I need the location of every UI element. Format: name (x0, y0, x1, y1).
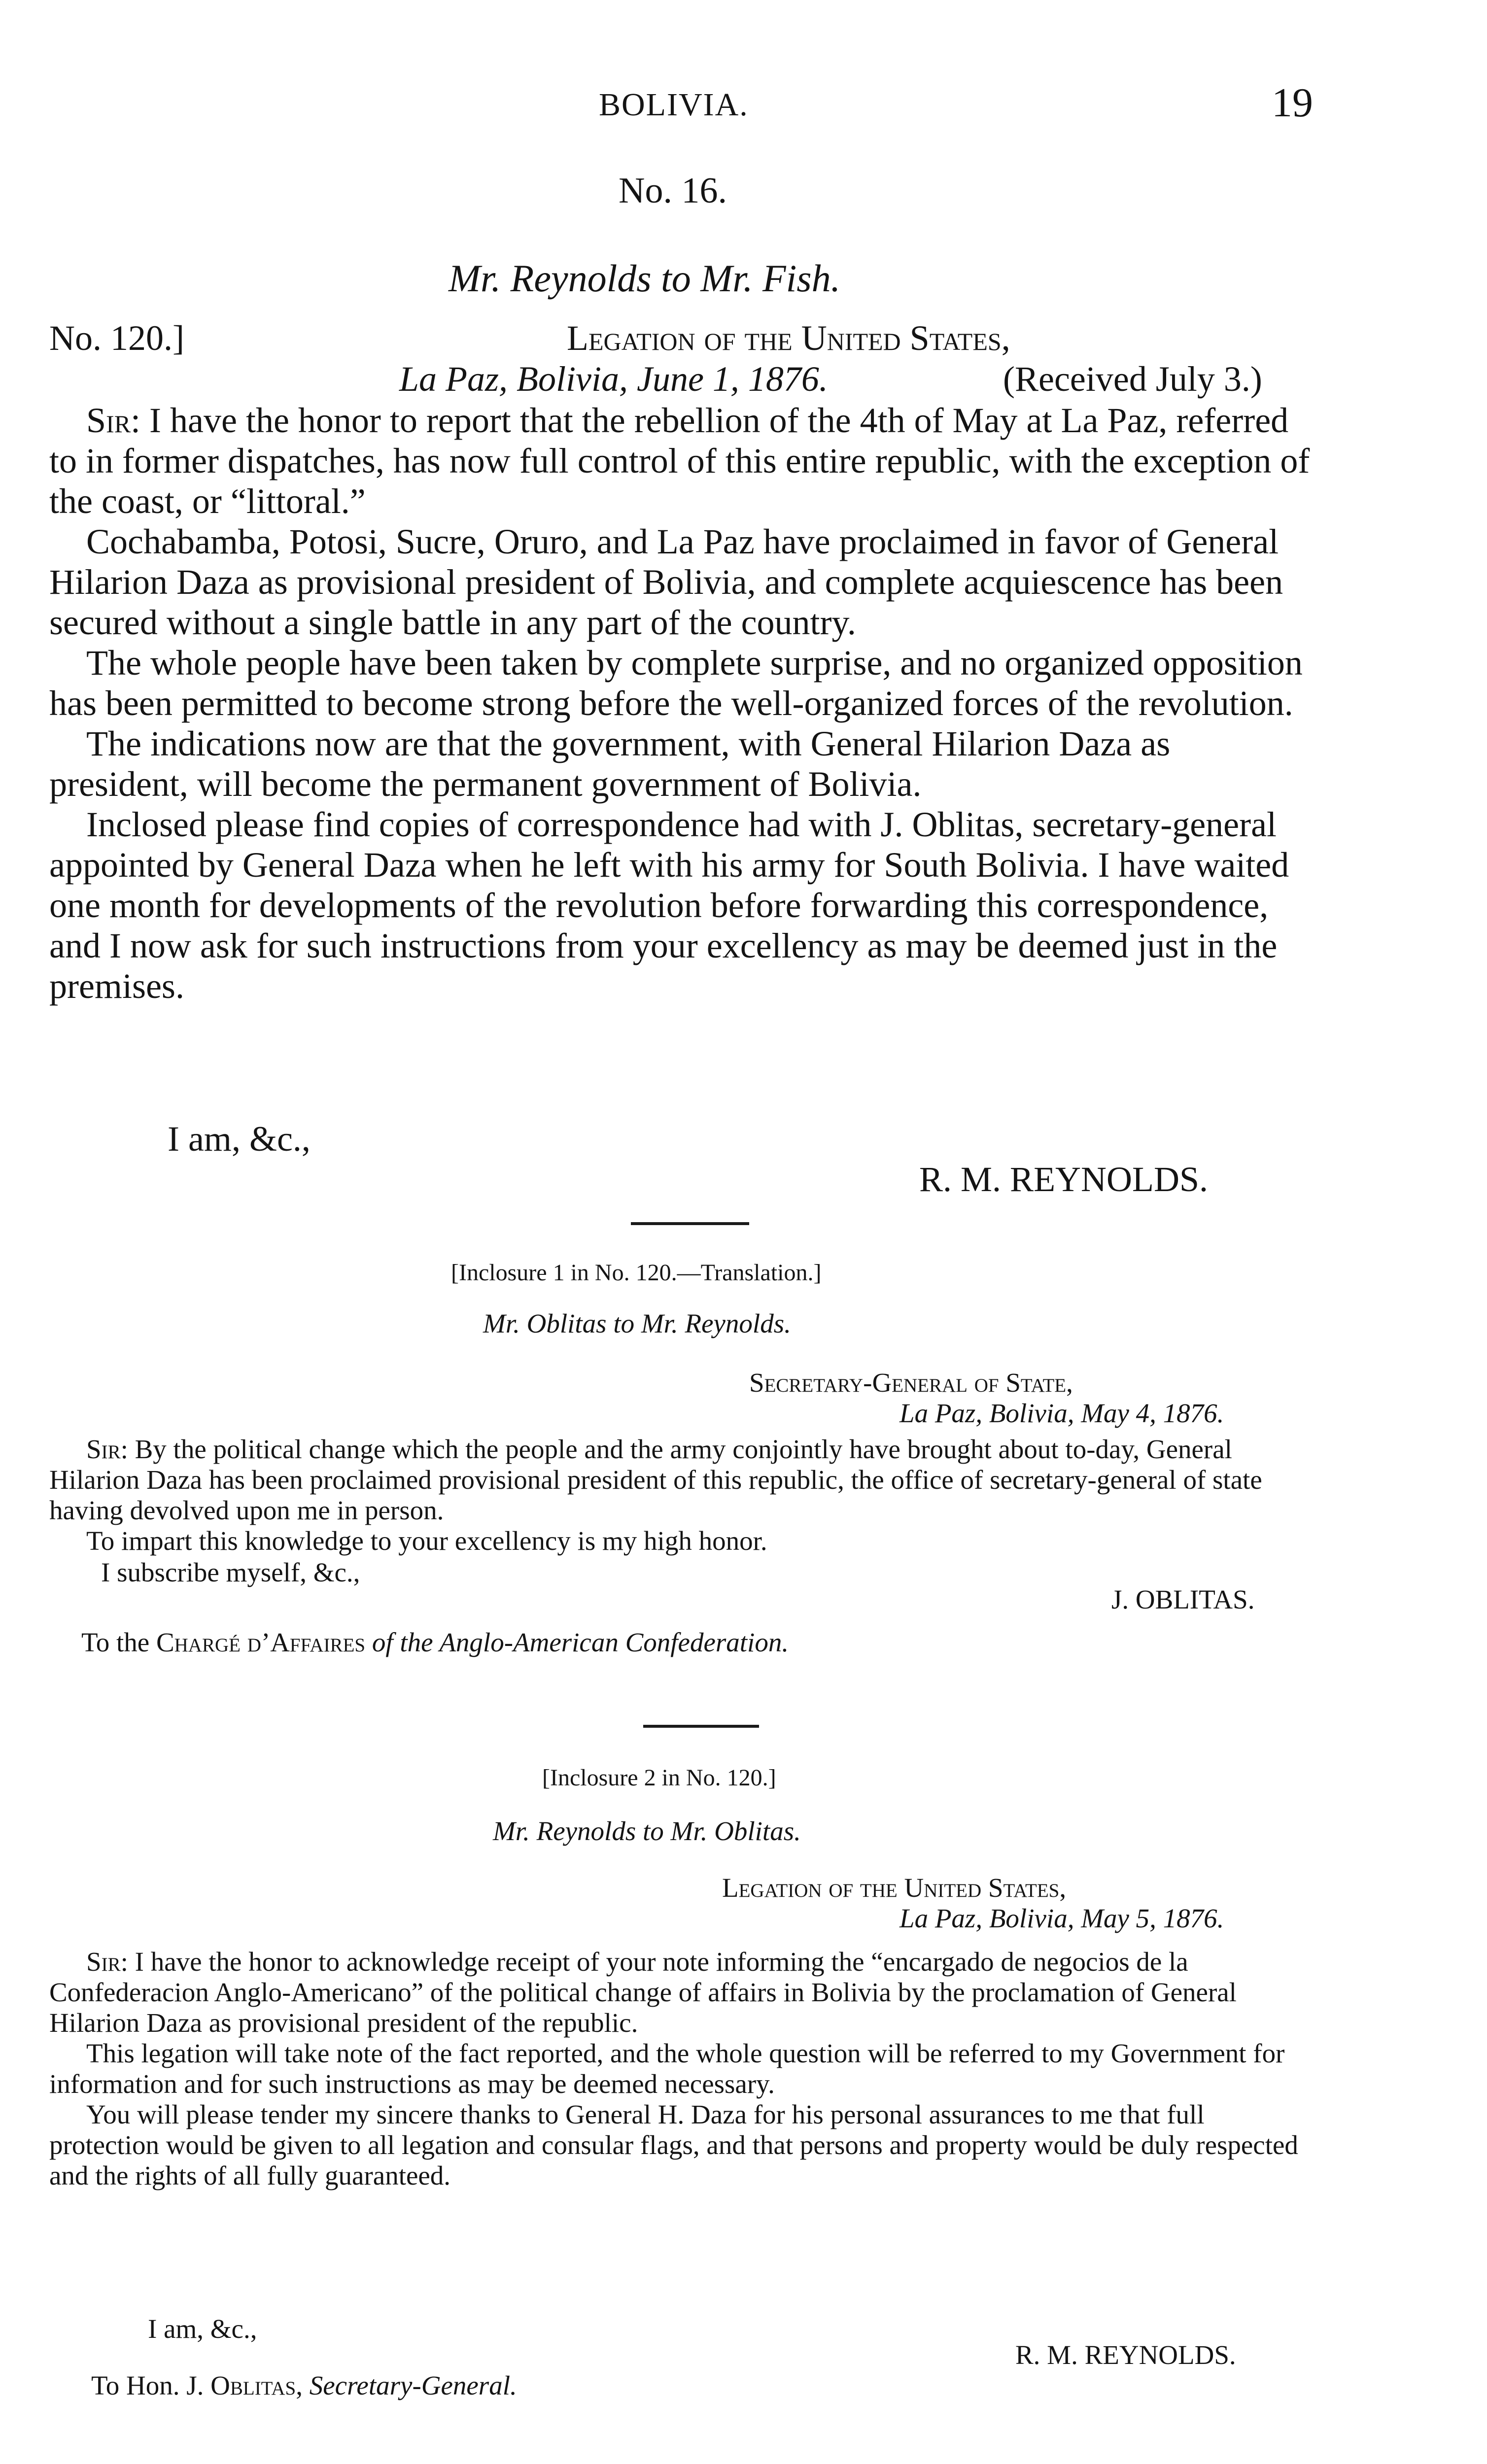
dispatch-origin: Legation of the United States, (567, 318, 1010, 358)
page-number: 19 (1272, 80, 1313, 126)
inclosure-2-closing: I am, &c., (148, 2314, 257, 2344)
inclosure-1-origin: Secretary-General of State, (749, 1368, 1073, 1398)
inclosure-1-paragraph: Sir: By the political change which the people and the army conjointly have brought about to-day, General Hilarion Daza has been proclaimed provisional president of this republic, the office of secretary-general of state having devolved upon me in person. (49, 1434, 1262, 1525)
inclosure-2-paragraph: You will please tender my sincere thanks to General H. Daza for his personal assurances to me that full protection would be given to all legation and consular flags, and that persons and property would be duly respected and the rights of all fully guaranteed. (49, 2099, 1298, 2190)
running-title: BOLIVIA. (599, 87, 749, 123)
inclosure-1-address: To the Chargé d’Affaires of the Anglo-American Confederation. (81, 1627, 789, 1657)
inclosure-2-title: Mr. Reynolds to Mr. Oblitas. (493, 1816, 801, 1846)
dispatch-closing: I am, &c., (168, 1119, 311, 1159)
inclosure-1-place-date: La Paz, Bolivia, May 4, 1876. (899, 1398, 1224, 1428)
inclosure-2-paragraph: Sir: I have the honor to acknowledge receipt of your note informing the “encargado de negocios de la Confederacion Anglo-Americano” of the political change of affairs in Bolivia by the proclamation of General Hilarion Daza as provisional president of the republic. (49, 1947, 1237, 2038)
divider (643, 1725, 759, 1728)
dispatch-signature: R. M. REYNOLDS. (919, 1160, 1209, 1199)
dispatch-place-date: La Paz, Bolivia, June 1, 1876. (399, 359, 828, 399)
document-title: Mr. Reynolds to Mr. Fish. (449, 257, 841, 300)
inclosure-2-body (49, 1947, 1316, 2191)
salutation: Sir (86, 1434, 121, 1464)
inclosure-2-signature: R. M. REYNOLDS. (1015, 2340, 1236, 2370)
dispatch-received: (Received July 3.) (1003, 359, 1262, 399)
inclosure-1-signature: J. OBLITAS. (1111, 1584, 1255, 1614)
inclosure-2-address: To Hon. J. Oblitas, Secretary-General. (91, 2370, 517, 2400)
dispatch-paragraph: The indications now are that the government, with General Hilarion Daza as president, will become the permanent government of Bolivia. (49, 724, 1171, 804)
document-number: No. 16. (619, 171, 727, 211)
inclosure-1-paragraph: To impart this knowledge to your excellency is my high honor. (86, 1526, 767, 1556)
salutation: Sir (86, 1947, 121, 1977)
inclosure-1-closing: I subscribe myself, &c., (101, 1557, 360, 1587)
dispatch-body (49, 400, 1316, 1006)
inclosure-1-body (49, 1434, 1316, 1556)
inclosure-1-label: [Inclosure 1 in No. 120.—Translation.] (451, 1260, 822, 1286)
inclosure-2-label: [Inclosure 2 in No. 120.] (542, 1765, 776, 1791)
dispatch-paragraph: Cochabamba, Potosi, Sucre, Oruro, and La Paz have proclaimed in favor of General Hilarion Daza as provisional president of Bolivia, and complete acquiescence has been secured without a single battle in any part of the country. (49, 522, 1283, 642)
dispatch-paragraph: Inclosed please find copies of correspondence had with J. Oblitas, secretary-general appointed by General Daza when he left with his army for South Bolivia. I have waited one month for developments of the revolution before forwarding this correspondence, and I now ask for such instructions from your excellency as may be deemed just in the premises. (49, 805, 1289, 1006)
inclosure-2-paragraph: This legation will take note of the fact reported, and the whole question will be referred to my Government for information and for such instructions as may be deemed necessary. (49, 2038, 1285, 2099)
dispatch-paragraph: The whole people have been taken by complete surprise, and no organized opposition has been permitted to become strong before the well-organized forces of the revolution. (49, 643, 1303, 723)
salutation: Sir (86, 401, 131, 440)
dispatch-number: No. 120.] (49, 318, 184, 358)
inclosure-2-origin: Legation of the United States, (722, 1873, 1067, 1903)
dispatch-paragraph: Sir: I have the honor to report that the rebellion of the 4th of May at La Paz, referred to in former dispatches, has now full control of this entire republic, with the exception of the coast, or “littoral.” (49, 401, 1310, 521)
inclosure-2-place-date: La Paz, Bolivia, May 5, 1876. (899, 1903, 1224, 1933)
divider (631, 1222, 749, 1225)
inclosure-1-title: Mr. Oblitas to Mr. Reynolds. (483, 1308, 791, 1338)
